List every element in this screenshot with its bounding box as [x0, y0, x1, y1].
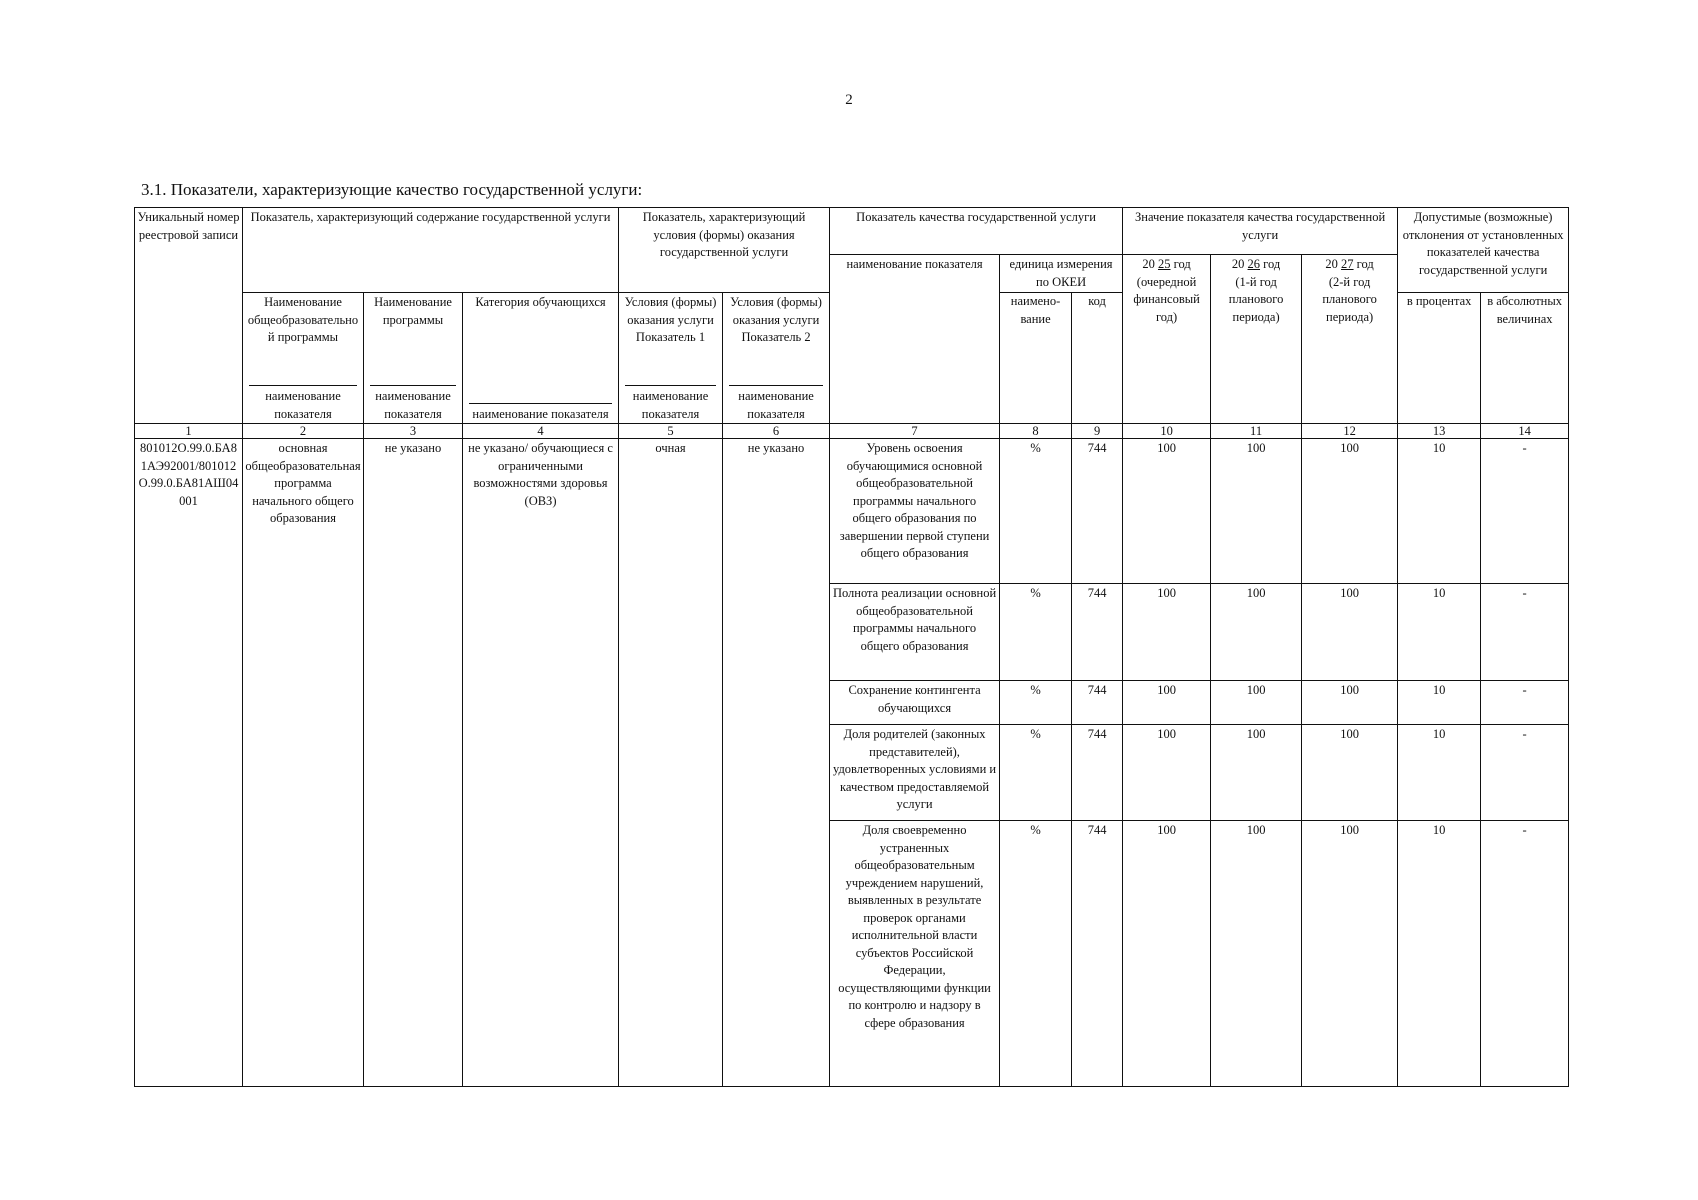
column-number: 12 [1302, 424, 1398, 439]
header-year-2: 20 26 год (1-й год планового периода) [1211, 255, 1302, 424]
subheader-unit-name: наимено-вание [1000, 293, 1072, 424]
page-number: 2 [845, 92, 853, 108]
header-indicator-name: наименование показателя [830, 255, 1000, 424]
column-number: 8 [1000, 424, 1072, 439]
column-numbers-row [135, 424, 1569, 439]
indicator-year-2: 100 [1211, 681, 1302, 725]
indicator-name: Уровень освоения обучающимися основной общеобразовательной программы начального общего образования по завершении первой ступени общего образования [830, 439, 1000, 584]
subheader-absolute: в абсолютных величинах [1481, 293, 1569, 424]
indicator-code: 744 [1072, 725, 1123, 821]
section-title: 3.1. Показатели, характеризующие качество государственной услуги: [141, 180, 643, 199]
record-category: не указано/ обучающиеся с ограниченными возможностями здоровья (ОВЗ) [463, 439, 619, 1087]
header-year-1: 20 25 год (очередной финансовый год) [1123, 255, 1211, 424]
header-unique-number: Уникальный номер реестровой записи [135, 208, 243, 424]
indicator-unit: % [1000, 681, 1072, 725]
header-unit: единица измерения по ОКЕИ [1000, 255, 1123, 293]
indicator-absolute: - [1481, 681, 1569, 725]
indicator-unit: % [1000, 439, 1072, 584]
column-number: 14 [1481, 424, 1569, 439]
indicator-percent: 10 [1398, 725, 1481, 821]
indicator-code: 744 [1072, 439, 1123, 584]
indicator-name: Сохранение контингента обучающихся [830, 681, 1000, 725]
indicator-unit: % [1000, 821, 1072, 1087]
indicator-name: Доля родителей (законных представителей), удовлетворенных условиями и качеством предоставляемой услуги [830, 725, 1000, 821]
indicator-year-2: 100 [1211, 821, 1302, 1087]
record-program: основная общеобразовательная программа начального общего образования [243, 439, 364, 1087]
record-unique-number: 801012О.99.0.БА81АЭ92001/801012О.99.0.БА81АШ04001 [135, 439, 243, 1087]
indicator-absolute: - [1481, 821, 1569, 1087]
indicator-year-2: 100 [1211, 584, 1302, 681]
indicator-percent: 10 [1398, 584, 1481, 681]
subheader-condition-2: Условия (формы) оказания услуги Показатель 2 наименование показателя [723, 293, 830, 424]
indicator-absolute: - [1481, 439, 1569, 584]
quality-indicators-table [134, 207, 1569, 1087]
column-number: 7 [830, 424, 1000, 439]
indicator-year-3: 100 [1302, 439, 1398, 584]
subheader-percent: в процентах [1398, 293, 1481, 424]
header-deviation: Допустимые (возможные) отклонения от установленных показателей качества государственной услуги [1398, 208, 1569, 293]
indicator-year-3: 100 [1302, 821, 1398, 1087]
indicator-percent: 10 [1398, 439, 1481, 584]
record-condition-2: не указано [723, 439, 830, 1087]
column-number: 4 [463, 424, 619, 439]
indicator-absolute: - [1481, 584, 1569, 681]
column-number: 5 [619, 424, 723, 439]
subheader-program-name: Наименование общеобразовательной программы наименование показателя [243, 293, 364, 424]
column-number: 6 [723, 424, 830, 439]
header-content-indicator: Показатель, характеризующий содержание государственной услуги [243, 208, 619, 293]
indicator-code: 744 [1072, 821, 1123, 1087]
header-conditions-indicator: Показатель, характеризующий условия (формы) оказания государственной услуги [619, 208, 830, 293]
table-row [135, 439, 1569, 584]
subheader-condition-1: Условия (формы) оказания услуги Показатель 1 наименование показателя [619, 293, 723, 424]
indicator-code: 744 [1072, 584, 1123, 681]
column-number: 2 [243, 424, 364, 439]
indicator-unit: % [1000, 725, 1072, 821]
record-condition-1: очная [619, 439, 723, 1087]
header-year-3: 20 27 год (2-й год планового периода) [1302, 255, 1398, 424]
indicator-year-3: 100 [1302, 725, 1398, 821]
indicator-percent: 10 [1398, 821, 1481, 1087]
record-program-name: не указано [364, 439, 463, 1087]
column-number: 11 [1211, 424, 1302, 439]
column-number: 13 [1398, 424, 1481, 439]
column-number: 3 [364, 424, 463, 439]
column-number: 1 [135, 424, 243, 439]
indicator-name: Доля своевременно устраненных общеобразовательным учреждением нарушений, выявленных в результате проверок органами исполнительной власти субъектов Российской Федерации, осуществляющими функции по контролю и надзору в сфере образования [830, 821, 1000, 1087]
indicator-year-1: 100 [1123, 439, 1211, 584]
indicator-name: Полнота реализации основной общеобразовательной программы начального общего образования [830, 584, 1000, 681]
indicator-year-3: 100 [1302, 681, 1398, 725]
indicator-year-1: 100 [1123, 725, 1211, 821]
subheader-category: Категория обучающихся наименование показателя [463, 293, 619, 424]
indicator-absolute: - [1481, 725, 1569, 821]
indicator-year-2: 100 [1211, 439, 1302, 584]
indicator-year-1: 100 [1123, 681, 1211, 725]
indicator-year-2: 100 [1211, 725, 1302, 821]
header-value-indicator: Значение показателя качества государственной услуги [1123, 208, 1398, 255]
indicator-year-1: 100 [1123, 584, 1211, 681]
indicator-percent: 10 [1398, 681, 1481, 725]
indicator-unit: % [1000, 584, 1072, 681]
indicator-code: 744 [1072, 681, 1123, 725]
header-quality-indicator: Показатель качества государственной услуги [830, 208, 1123, 255]
indicator-year-3: 100 [1302, 584, 1398, 681]
column-number: 10 [1123, 424, 1211, 439]
column-number: 9 [1072, 424, 1123, 439]
subheader-program: Наименование программы наименование показателя [364, 293, 463, 424]
indicator-year-1: 100 [1123, 821, 1211, 1087]
subheader-unit-code: код [1072, 293, 1123, 424]
